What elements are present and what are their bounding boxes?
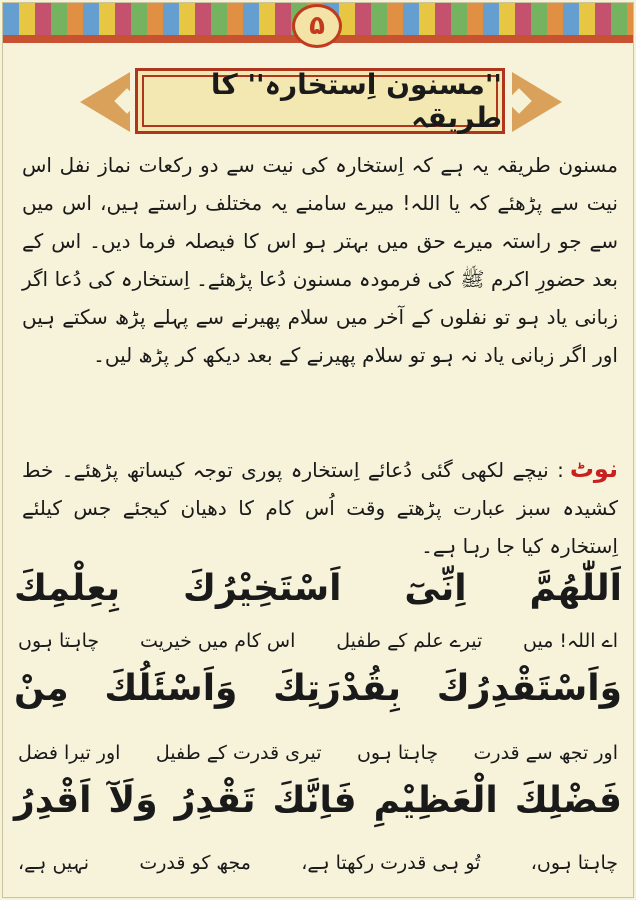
note-block [22, 450, 618, 565]
translation-phrase: تیرے علم کے طفیل [336, 630, 483, 652]
dua-word: اَقْدِرُ [14, 780, 92, 821]
dua-word: اَللّٰهُمَّ [529, 568, 622, 609]
translation-phrase: اس کام میں خیریت [139, 630, 296, 652]
translation-phrase: نہیں ہے، [18, 852, 90, 874]
translation-phrase: چاہتا ہوں [18, 630, 100, 652]
translation-phrase: چاہتا ہوں، [530, 852, 618, 874]
dua-word: تَقْدِرُ [174, 780, 256, 821]
page-number-badge: ۵ [292, 4, 342, 48]
dua-word: وَاَسْتَقْدِرُكَ [436, 668, 622, 709]
dua-word: وَاَسْئَلُكَ [104, 668, 238, 709]
dua-word: فَاِنَّكَ [272, 780, 357, 821]
note-label: نوٹ [569, 455, 618, 483]
dua-line-1 [14, 568, 622, 609]
translation-line-1 [18, 630, 618, 652]
translation-phrase: اور تجھ سے قدرت [473, 742, 618, 764]
translation-phrase: مجھ کو قدرت [139, 852, 251, 874]
dua-line-3 [14, 780, 622, 821]
title-box [135, 68, 505, 134]
dua-word: فَضْلِكَ [514, 780, 622, 821]
translation-phrase: اے اللہ! میں [523, 630, 618, 652]
translation-line-2 [18, 742, 618, 764]
dua-word: بِعِلْمِكَ [14, 568, 121, 609]
body-paragraph [22, 146, 618, 374]
note-text: : نیچے لکھی گئی دُعائے اِستخارہ پوری توجہ کیساتھ پڑھئے۔ خط کشیدہ سبز عبارت پڑھتے وقت اُس کام کا دھیان کیجئے جس کیلئے اِستخارہ کیا جا رہا ہے۔ [22, 458, 618, 558]
dua-word: الْعَظِیْمِ [373, 780, 498, 821]
dua-word: اِنِّیٓ [404, 568, 467, 609]
dua-word: وَلَآ [108, 780, 158, 821]
translation-phrase: اور تیرا فضل [18, 742, 121, 764]
dua-word: اَسْتَخِیْرُكَ [183, 568, 342, 609]
translation-phrase: تیری قدرت کے طفیل [155, 742, 322, 764]
dua-word: بِقُدْرَتِكَ [273, 668, 402, 709]
dua-word: مِنْ [14, 668, 69, 709]
dua-line-2 [14, 668, 622, 709]
page-title: ''مسنون اِستخارہ'' کا طریقہ [210, 68, 502, 134]
translation-phrase: تُو ہی قدرت رکھتا ہے، [301, 852, 481, 874]
translation-phrase: چاہتا ہوں [356, 742, 439, 764]
body-text: مسنون طریقہ یہ ہے کہ اِستخارہ کی نیت سے دو رکعات نماز نفل اس نیت سے پڑھئے کہ یا اللہ! میرے سامنے یہ مختلف راستے ہیں، اس میں سے جو راستہ میرے حق میں بہتر ہو اس کا فیصلہ فرما دیں۔ اس کے بعد حضورِ اکرم ﷺ کی فرمودہ مسنون دُعا پڑھئے۔ اِستخارہ کی دُعا اگر زبانی یاد ہو تو نفلوں کے آخر میں سلام پھیرنے سے پہلے پڑھ سکتے ہیں اور اگر زبانی یاد نہ ہو تو سلام پھیرنے کے بعد دیکھ کر پڑھ لیں۔ [22, 153, 618, 367]
translation-line-3 [18, 852, 618, 874]
